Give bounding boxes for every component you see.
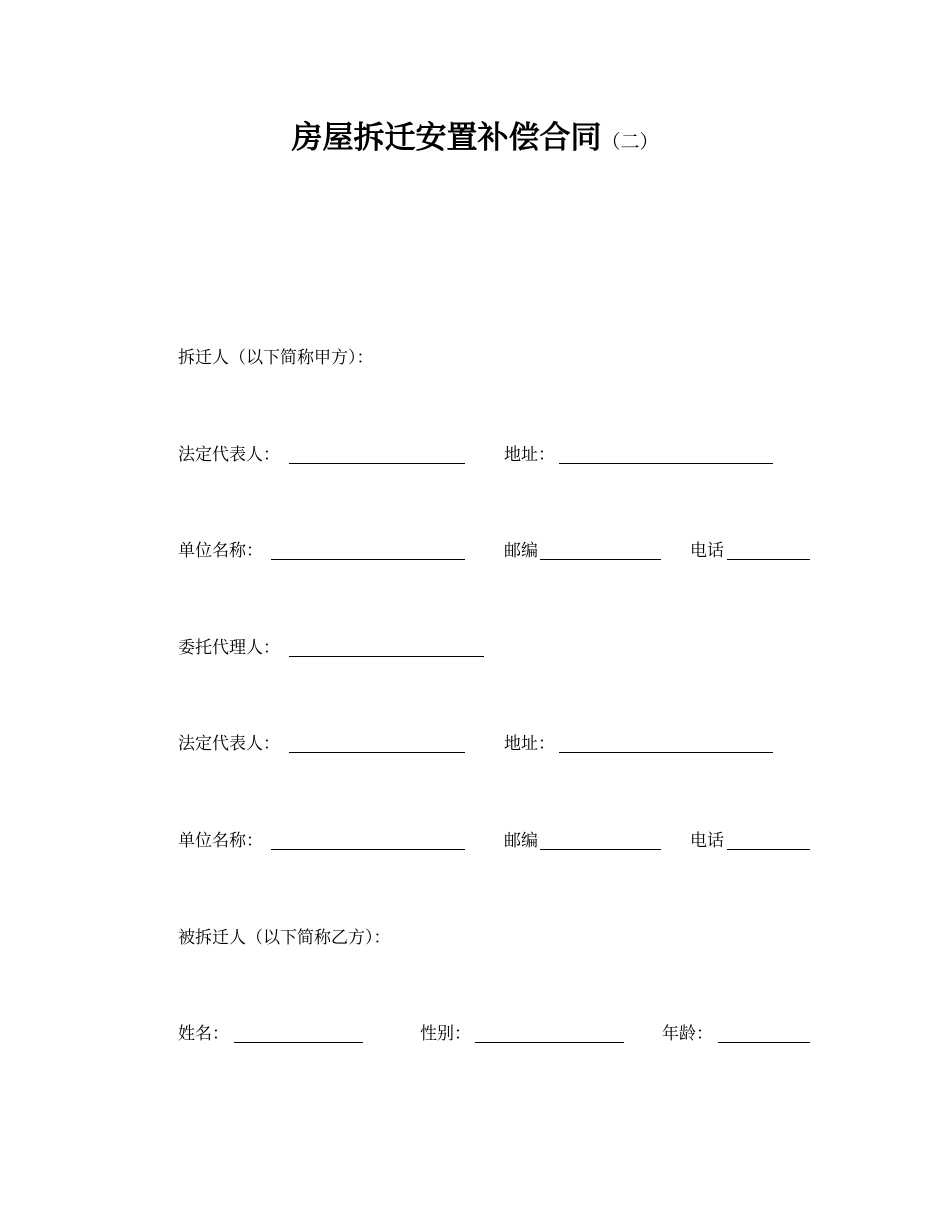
- unit-name-label: 单位名称：: [178, 541, 263, 561]
- address-label: 地址：: [504, 734, 555, 754]
- gender-label: 性别：: [420, 1024, 471, 1044]
- postcode-blank[interactable]: [540, 559, 661, 560]
- document-title: [0, 112, 950, 157]
- agent-blank[interactable]: [289, 656, 484, 657]
- phone-blank[interactable]: [727, 849, 810, 850]
- gender-blank[interactable]: [475, 1042, 624, 1043]
- title-sub: （二）: [601, 131, 659, 153]
- address-blank[interactable]: [559, 752, 773, 753]
- phone-label: 电话: [690, 831, 724, 851]
- party-a-heading: 拆迁人（以下简称甲方）：: [178, 348, 374, 368]
- postcode-blank[interactable]: [540, 849, 661, 850]
- age-blank[interactable]: [718, 1042, 810, 1043]
- unit-name-blank[interactable]: [271, 559, 465, 560]
- unit-name-label: 单位名称：: [178, 831, 263, 851]
- legal-rep-blank[interactable]: [289, 752, 465, 753]
- title-main: 房屋拆迁安置补偿合同: [291, 120, 602, 156]
- name-label: 姓名：: [178, 1024, 229, 1044]
- postcode-label: 邮编: [504, 541, 538, 561]
- phone-blank[interactable]: [727, 559, 810, 560]
- phone-label: 电话: [690, 541, 724, 561]
- legal-rep-label: 法定代表人：: [178, 445, 280, 465]
- legal-rep-label: 法定代表人：: [178, 734, 280, 754]
- age-label: 年龄：: [662, 1024, 713, 1044]
- name-blank[interactable]: [234, 1042, 363, 1043]
- unit-name-blank[interactable]: [271, 849, 465, 850]
- party-b-heading: 被拆迁人（以下简称乙方）：: [178, 928, 391, 948]
- legal-rep-blank[interactable]: [289, 463, 465, 464]
- postcode-label: 邮编: [504, 831, 538, 851]
- agent-label: 委托代理人：: [178, 638, 280, 658]
- address-blank[interactable]: [559, 463, 773, 464]
- address-label: 地址：: [504, 445, 555, 465]
